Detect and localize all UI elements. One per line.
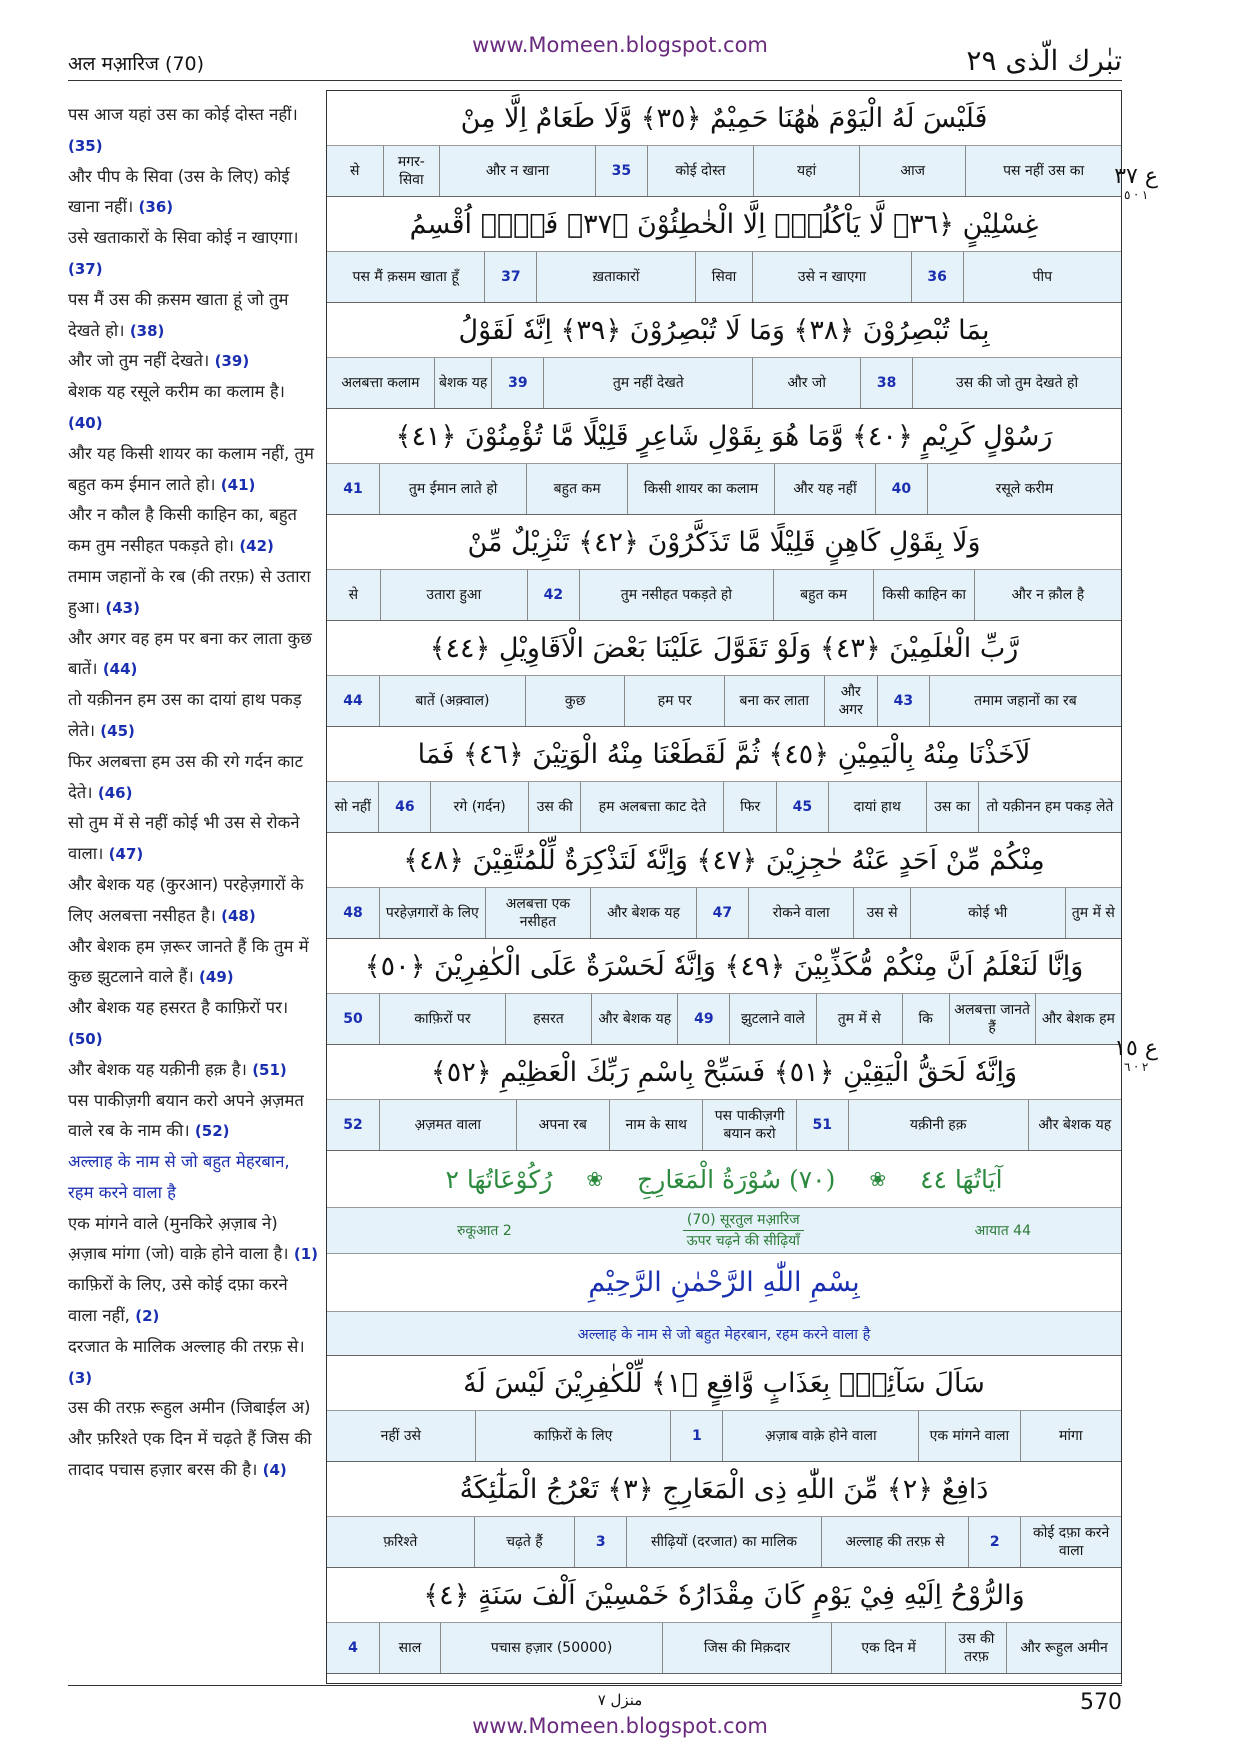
word-cell: और बेशक यह	[590, 888, 696, 938]
word-cell: पस पाकीज़गी बयान करो	[702, 1100, 795, 1150]
word-cell: अपना रब	[516, 1100, 609, 1150]
word-cell: यहां	[753, 146, 859, 196]
word-cell: रसूले करीम	[927, 464, 1121, 514]
arabic-verse-row: فَلَيْسَ لَهُ الْيَوْمَ هٰهُنَا حَمِيْمٌ ﴿٣٥﴾ وَّلَا طَعَامٌ اِلَّا مِنْ	[327, 91, 1121, 146]
word-cell: ख़ताकारों	[536, 252, 694, 302]
word-cell: आज	[859, 146, 965, 196]
verse-number: (50)	[68, 1029, 103, 1048]
translation-text: पस आज यहां उस का कोई दोस्त नहीं।	[68, 105, 298, 124]
flower-icon: ❀	[586, 1167, 604, 1191]
arabic-verse-row: وَالرُّوْحُ اِلَيْهِ فِيْ يَوْمٍ كَانَ مِقْدَارُهٗ خَمْسِيْنَ اَلْفَ سَنَةٍ ﴿٤﴾	[327, 1568, 1121, 1623]
verse-number-cell: 52	[343, 1117, 363, 1133]
word-cell: अल्लाह की तरफ़ से	[821, 1517, 969, 1567]
word-cell: कोई भी	[910, 888, 1065, 938]
word-cell: अलबत्ता एक नसीहत	[485, 888, 591, 938]
word-cell: चढ़ते हैं	[474, 1517, 575, 1567]
verse-number-cell: 41	[343, 481, 363, 497]
translation-line	[68, 1147, 320, 1209]
translation-line	[68, 223, 320, 285]
word-translation-row	[327, 1411, 1121, 1462]
translation-text: और बेशक हम ज़रूर जानते हैं कि तुम में कुछ झुटलाने वाले हैं।	[68, 936, 309, 987]
word-cell: कोई दोस्त	[647, 146, 753, 196]
verse-number-cell: 1	[670, 1411, 722, 1461]
word-cell: उस से	[853, 888, 909, 938]
word-cell: और यह नहीं	[774, 464, 875, 514]
verse-number: (2)	[135, 1307, 160, 1326]
word-cell: एक मांगने वाला	[918, 1411, 1019, 1461]
translation-text: सो तुम में से नहीं कोई भी उस से रोकने वाला।	[68, 813, 300, 864]
verse-number: (47)	[108, 845, 144, 864]
arabic-verse-row: لَاَخَذْنَا مِنْهُ بِالْيَمِيْنِ ﴿٤٥﴾ ثُمَّ لَقَطَعْنَا مِنْهُ الْوَتِيْنَ ﴿٤٦﴾ فَمَا	[327, 727, 1121, 782]
word-cell: काफ़िरों के लिए	[475, 1411, 671, 1461]
word-cell: उस की	[528, 782, 580, 832]
word-cell: और बेशक यह	[1028, 1100, 1121, 1150]
verse-number: (52)	[194, 1122, 230, 1141]
translation-text: एक मांगने वाले (मुनकिरे अ़ज़ाब ने) अ़ज़ाब मांगा (जो) वाक़े होने वाला है।	[68, 1213, 289, 1264]
translation-line	[68, 1209, 320, 1271]
translation-text: और बेशक यह यक़ीनी हक़ है।	[68, 1059, 247, 1079]
manzil-label: منزل ٧	[597, 1691, 643, 1709]
translation-line	[68, 685, 320, 747]
verse-number: (51)	[252, 1060, 287, 1079]
verse-number: (4)	[262, 1461, 287, 1480]
word-cell: तुम में से	[1065, 888, 1121, 938]
word-cell: और बेशक हम	[1035, 994, 1121, 1044]
word-cell: साल	[379, 1623, 440, 1673]
translation-text: और पीप के सिवा (उस के लिए) कोई खाना नहीं।	[68, 166, 290, 217]
translation-text: फिर अलबत्ता हम उस की रगे गर्दन काट देते।	[68, 751, 303, 802]
word-cell: अ़ज़ाब वाक़े होने वाला	[722, 1411, 918, 1461]
surah-meaning-hindi: ऊपर चढ़ने की सीढ़ियाँ	[686, 1233, 800, 1249]
flower-icon: ❀	[869, 1167, 887, 1191]
word-cell: हम अलबत्ता काट देते	[580, 782, 723, 832]
arabic-verse-row: غِسْلِيْنٍ ﴿٣٦﴾ لَّا يَاْكُلُهٗۤ اِلَّا الْخٰطِئُوْنَ ﴿٣٧﴾ فَلَاۤ اُقْسِمُ	[327, 197, 1121, 252]
header-divider	[68, 80, 1122, 81]
surah-title-row	[327, 1151, 1121, 1208]
verse-number: (45)	[100, 721, 135, 740]
verse-number: (48)	[221, 906, 256, 925]
ruku-mark-2: ع ١٥ ٢ · ٦	[1114, 1036, 1158, 1074]
word-cell: हसरत	[505, 994, 591, 1044]
verse-number-cell: 39	[491, 358, 543, 408]
verse-number: (1)	[293, 1245, 319, 1264]
translation-text: उसे खताकारों के सिवा कोई न खाएगा।	[68, 228, 299, 248]
translation-line	[68, 439, 320, 501]
verse-number: (44)	[102, 660, 138, 679]
verse-number-cell: 46	[378, 782, 430, 832]
word-cell: तमाम जहानों का रब	[929, 676, 1121, 726]
header-url[interactable]: www.Momeen.blogspot.com	[472, 33, 768, 57]
ruku-mark-1: ع ٣٧ ١ · ٥	[1114, 164, 1158, 202]
word-cell: एक दिन में	[831, 1623, 946, 1673]
translation-line	[68, 1086, 320, 1148]
translation-line	[68, 993, 320, 1055]
translation-line	[68, 870, 320, 932]
surah-title-hindi: (70) सूरतुल मआ़रिज	[683, 1210, 804, 1231]
verse-number: (46)	[97, 783, 133, 802]
ruku-count-hindi: रुकूआत 2	[457, 1223, 512, 1239]
word-translation-row	[327, 1100, 1121, 1151]
verse-number-cell: 37	[484, 252, 536, 302]
word-cell: तुम ईमान लाते हो	[379, 464, 526, 514]
verse-number: (40)	[68, 413, 103, 432]
verse-number: (41)	[220, 475, 256, 494]
arabic-verse-row: سَاَلَ سَآئِلٌۢ بِعَذَابٍ وَّاقِعٍ ﴿١﴾ لِّلْكٰفِرِيْنَ لَيْسَ لَهٗ	[327, 1356, 1121, 1411]
word-cell: कुछ	[525, 676, 625, 726]
word-cell: दायां हाथ	[828, 782, 926, 832]
verse-number: (36)	[138, 198, 174, 217]
translation-line	[68, 377, 320, 439]
word-cell: पीप	[963, 252, 1121, 302]
translation-line	[68, 1270, 320, 1332]
surah-name-hindi	[683, 1210, 804, 1251]
word-translation-row	[327, 464, 1121, 515]
translation-line	[68, 747, 320, 809]
word-cell: और रूहुल अमीन	[1006, 1623, 1121, 1673]
verse-number-cell: 40	[875, 464, 927, 514]
page-number: 570	[1080, 1690, 1122, 1715]
word-translation-row	[327, 146, 1121, 197]
word-cell: बहुत कम	[526, 464, 627, 514]
arabic-verse-row: رَّبِّ الْعٰلَمِيْنَ ﴿٤٣﴾ وَلَوْ تَقَوَّلَ عَلَيْنَا بَعْضَ الْاَقَاوِيْلِ ﴿٤٤﴾	[327, 621, 1121, 676]
verse-number-cell: 38	[860, 358, 912, 408]
word-cell: रगे (गर्दन)	[430, 782, 528, 832]
verse-number-cell: 47	[696, 888, 748, 938]
word-cell: बना कर लाता	[724, 676, 824, 726]
word-translation-row	[327, 782, 1121, 833]
verse-number: (3)	[68, 1368, 93, 1387]
word-cell: परहेज़गारों के लिए	[379, 888, 485, 938]
translation-line	[68, 346, 320, 377]
translation-text: पस पाकीज़गी बयान करो अपने अ़ज़मत वाले रब के नाम की।	[68, 1090, 304, 1141]
word-cell: सिवा	[695, 252, 752, 302]
bismillah-arabic: بِسْمِ اللّٰهِ الرَّحْمٰنِ الرَّحِيْمِ	[327, 1254, 1121, 1312]
footer-divider	[68, 1685, 1122, 1686]
translation-text: और जो तुम नहीं देखते।	[68, 351, 210, 371]
verse-number-cell: 44	[343, 693, 363, 709]
word-cell: कोई दफ़ा करने वाला	[1020, 1517, 1121, 1567]
word-cell: और बेशक यह	[591, 994, 677, 1044]
word-cell: किसी काहिन का	[873, 570, 973, 620]
word-translation-row	[327, 252, 1121, 303]
word-cell: यक़ीनी हक़	[848, 1100, 1028, 1150]
word-cell: किसी शायर का कलाम	[627, 464, 774, 514]
word-cell: नहीं उसे	[380, 1428, 421, 1444]
word-cell: उस की जो तुम देखते हो	[912, 358, 1121, 408]
verse-number: (49)	[199, 968, 234, 987]
translation-text: दरजात के मालिक अल्लाह की तरफ़ से।	[68, 1336, 305, 1356]
word-cell: और न क़ौल है	[974, 570, 1121, 620]
word-cell: बेशक यह	[434, 358, 491, 408]
verse-number-cell: 49	[677, 994, 729, 1044]
verse-number-cell: 50	[343, 1011, 363, 1027]
bismillah-translation: अल्लाह के नाम से जो बहुत मेहरबान, रहम करने वाला है	[327, 1312, 1121, 1356]
word-cell: अलबत्ता जानते हैं	[949, 994, 1035, 1044]
word-translation-row	[327, 570, 1121, 621]
translation-text: तमाम जहानों के रब (की तरफ़) से उतारा हुआ।	[68, 566, 311, 617]
translation-line	[68, 932, 320, 994]
verse-number: (37)	[68, 259, 103, 278]
word-cell: रोकने वाला	[748, 888, 854, 938]
word-cell: मगर-सिवा	[383, 146, 440, 196]
translation-column	[68, 100, 320, 1486]
translation-line	[68, 285, 320, 347]
verse-table	[326, 90, 1122, 1684]
word-cell: बातें (अक़्वाल)	[379, 676, 525, 726]
translation-line	[68, 1332, 320, 1394]
verse-number-cell: 4	[348, 1640, 358, 1656]
word-translation-row	[327, 1517, 1121, 1568]
word-cell: और अगर	[824, 676, 877, 726]
word-cell: अलबत्ता कलाम	[341, 375, 420, 391]
translation-line	[68, 1393, 320, 1485]
word-cell: से	[350, 163, 360, 179]
ayat-count-hindi: आयात 44	[974, 1223, 1031, 1239]
verse-number-cell: 35	[595, 146, 647, 196]
header-right-title: تبٰرك الّذى ٢٩	[966, 44, 1122, 77]
surah-name-arabic: (٧٠) سُوْرَةُ الْمَعَارِجِ	[637, 1164, 836, 1194]
arabic-verse-row: رَسُوْلٍ كَرِيْمٍ ﴿٤٠﴾ وَّمَا هُوَ بِقَوْلِ شَاعِرٍ قَلِيْلًا مَّا تُؤْمِنُوْنَ ﴿٤١﴾	[327, 409, 1121, 464]
word-cell: सो नहीं	[334, 799, 371, 815]
arabic-verse-row: وَاِنَّا لَنَعْلَمُ اَنَّ مِنْكُمْ مُّكَذِّبِيْنَ ﴿٤٩﴾ وَاِنَّهٗ لَحَسْرَةٌ عَلَى الْكٰفِرِيْنَ ﴿٥٠﴾	[327, 939, 1121, 994]
word-translation-row	[327, 888, 1121, 939]
verse-number: (35)	[68, 136, 103, 155]
verse-number-cell: 48	[343, 905, 363, 921]
word-cell: अ़ज़मत वाला	[379, 1100, 516, 1150]
word-translation-row	[327, 676, 1121, 727]
translation-text: बेशक यह रसूले करीम का कलाम है।	[68, 382, 285, 402]
translation-text: और न कौल है किसी काहिन का, बहुत कम तुम नसीहत पकड़ते हो।	[68, 505, 297, 556]
word-translation-row	[327, 358, 1121, 409]
word-cell: सीढ़ियों (दरजात) का मालिक	[626, 1517, 820, 1567]
verse-number: (38)	[129, 321, 165, 340]
ruku-count-arabic: رُكُوْعَاتُهَا ٢	[445, 1164, 553, 1194]
header-left-title: अल मआ़रिज (70)	[68, 53, 205, 75]
word-cell: पस मैं क़सम खाता हूँ	[352, 269, 459, 285]
verse-number-cell: 43	[877, 676, 929, 726]
word-cell: नाम के साथ	[609, 1100, 702, 1150]
word-cell: काफ़िरों पर	[379, 994, 505, 1044]
verse-number: (42)	[239, 537, 274, 556]
translation-text: उस की तरफ़ रूहुल अमीन (जिबाईल अ) और फ़रिश्ते एक दिन में चढ़ते हैं जिस की तादाद पचास हज़ार बरस की है।	[68, 1398, 312, 1480]
translation-text: काफ़िरों के लिए, उसे कोई दफ़ा करने वाला नहीं,	[68, 1275, 288, 1326]
word-translation-row	[327, 994, 1121, 1045]
ayat-count-arabic: آيَاتُهَا ٤٤	[920, 1164, 1003, 1194]
arabic-verse-row: وَاِنَّهٗ لَحَقُّ الْيَقِيْنِ ﴿٥١﴾ فَسَبِّحْ بِاسْمِ رَبِّكَ الْعَظِيْمِ ﴿٥٢﴾	[327, 1045, 1121, 1100]
word-cell: फ़रिश्ते	[383, 1534, 418, 1550]
verse-number: (39)	[214, 352, 250, 371]
verse-number-cell: 45	[776, 782, 828, 832]
surah-info-row	[327, 1208, 1121, 1254]
word-cell: झुटलाने वाले	[729, 994, 815, 1044]
word-cell: उतारा हुआ	[380, 570, 527, 620]
word-cell: हम पर	[624, 676, 724, 726]
translation-text: और अगर वह हम पर बना कर लाता कुछ बातें।	[68, 628, 312, 679]
translation-line	[68, 808, 320, 870]
word-cell: पस नहीं उस का	[965, 146, 1121, 196]
word-cell: जिस की मिक़दार	[662, 1623, 831, 1673]
word-cell: तुम में से	[816, 994, 902, 1044]
translation-line	[68, 100, 320, 162]
verse-number-cell: 51	[796, 1100, 848, 1150]
word-cell: उस की तरफ़	[945, 1623, 1006, 1673]
translation-text: तो यक़ीनन हम उस का दायां हाथ पकड़ लेते।	[68, 690, 302, 740]
word-cell: उस का	[926, 782, 978, 832]
translation-text: अल्लाह के नाम से जो बहुत मेहरबान, रहम करने वाला है	[68, 1152, 290, 1202]
arabic-verse-row: وَلَا بِقَوْلِ كَاهِنٍ قَلِيْلًا مَّا تَذَكَّرُوْنَ ﴿٤٢﴾ تَنْزِيْلٌ مِّنْ	[327, 515, 1121, 570]
verse-number-cell: 42	[527, 570, 579, 620]
translation-text: और बेशक यह हसरत है काफ़िरों पर।	[68, 998, 289, 1018]
translation-text: और बेशक यह (कुरआन) परहेज़गारों के लिए अलबत्ता नसीहत है।	[68, 874, 304, 925]
translation-text: और यह किसी शायर का कलाम नहीं, तुम बहुत कम ईमान लाते हो।	[68, 443, 314, 494]
arabic-verse-row: دَافِعٌ ﴿٢﴾ مِّنَ اللّٰهِ ذِى الْمَعَارِجِ ﴿٣﴾ تَعْرُجُ الْمَلٰٓئِكَةُ	[327, 1462, 1121, 1517]
verse-number: (43)	[105, 598, 140, 617]
arabic-verse-row: مِنْكُمْ مِّنْ اَحَدٍ عَنْهُ حٰجِزِيْنَ ﴿٤٧﴾ وَاِنَّهٗ لَتَذْكِرَةٌ لِّلْمُتَّقِيْنَ ﴿٤٨﴾	[327, 833, 1121, 888]
word-cell: उसे न खाएगा	[752, 252, 910, 302]
footer-url[interactable]: www.Momeen.blogspot.com	[472, 1714, 768, 1738]
translation-line	[68, 562, 320, 624]
word-cell: बहुत कम	[773, 570, 873, 620]
arabic-verse-row: بِمَا تُبْصِرُوْنَ ﴿٣٨﴾ وَمَا لَا تُبْصِرُوْنَ ﴿٣٩﴾ اِنَّهٗ لَقَوْلُ	[327, 303, 1121, 358]
translation-line	[68, 624, 320, 686]
translation-line	[68, 1055, 320, 1086]
translation-line	[68, 162, 320, 224]
verse-number-cell: 2	[968, 1517, 1020, 1567]
verse-number-cell: 36	[911, 252, 963, 302]
word-cell: कि	[902, 994, 949, 1044]
verse-number-cell: 3	[574, 1517, 626, 1567]
word-translation-row	[327, 1623, 1121, 1674]
word-cell: मांगा	[1020, 1411, 1121, 1461]
word-cell: तो यक़ीनन हम पकड़ लेते	[978, 782, 1121, 832]
word-cell: और न खाना	[439, 146, 595, 196]
translation-text: पस मैं उस की क़सम खाता हूं जो तुम देखते हो।	[68, 289, 289, 340]
translation-line	[68, 500, 320, 562]
word-cell: फिर	[723, 782, 775, 832]
word-cell: से	[348, 587, 359, 603]
word-cell: तुम नहीं देखते	[543, 358, 752, 408]
word-cell: तुम नसीहत पकड़ते हो	[579, 570, 773, 620]
word-cell: और जो	[752, 358, 860, 408]
word-cell: पचास हज़ार (50000)	[440, 1623, 662, 1673]
